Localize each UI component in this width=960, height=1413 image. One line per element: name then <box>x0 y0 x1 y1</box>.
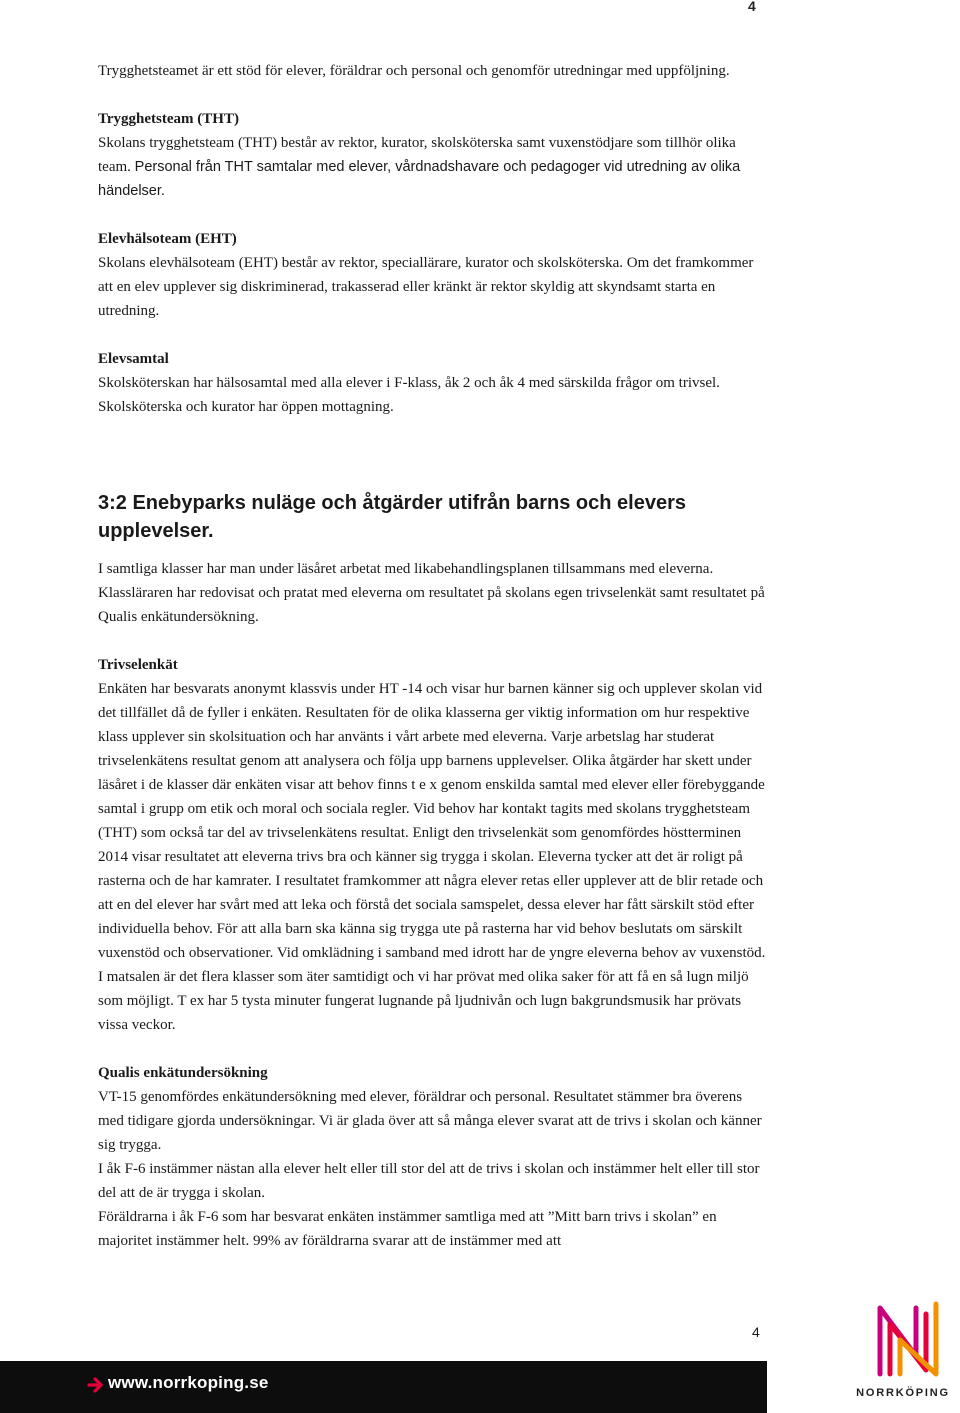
qualis-paragraph-3: Föräldrarna i åk F-6 som har besvarat enkäten instämmer samtliga med att ”Mitt barn trivs i skolan” en majoritet instämmer helt. 99% av föräldrarna svarar att de instämmer med att <box>98 1209 717 1249</box>
website-link[interactable]: www.norrkoping.se <box>108 1373 269 1392</box>
tht-text-part2: Personal från THT samtalar med elever, vårdnadshavare och pedagoger vid utredning av olika händelser. <box>98 159 741 199</box>
norrkoping-logo-text: NORRKÖPING <box>856 1387 950 1399</box>
intro-paragraph: Trygghetsteamet är ett stöd för elever, föräldrar och personal och genomför utredningar med uppföljning. <box>98 63 730 79</box>
elevsamtal-paragraph: Skolsköterskan har hälsosamtal med alla elever i F-klass, åk 2 och åk 4 med särskilda frågor om trivsel. Skolsköterska och kurator har öppen mottagning. <box>98 375 720 415</box>
section-3-2-paragraph: I samtliga klasser har man under läsåret arbetat med likabehandlingsplanen tillsammans med eleverna. Klassläraren har redovisat och pratat med eleverna om resultatet på skolans egen trivselenkät samt resultatet på Qualis enkätundersökning. <box>98 561 765 625</box>
section-3-2-heading: 3:2 Enebyparks nuläge och åtgärder utifrån barns och elevers upplevelser. <box>98 492 686 542</box>
tht-text-part1: Skolans trygghetsteam (THT) består av rektor, kurator, skolsköterska samt vuxenstödjare som tillhör olika team. <box>98 135 736 175</box>
eht-heading: Elevhälsoteam (EHT) <box>98 231 237 247</box>
trivselenkat-paragraph: Enkäten har besvarats anonymt klassvis under HT -14 och visar hur barnen känner sig och upplever skolan vid det tillfället då de fyller i enkäten. Resultaten för de olika klasserna ger viktig information om hur respektive klass upplever sin skolsituation och har använts i vårt arbete med eleverna. Varje arbetslag har studerat trivselenkätens resultat genom att analysera och följa upp barnens upplevelser. Olika åtgärder har skett under läsåret i de klasser där enkäten visar att behov finns t e x genom enskilda samtal med elever eller förebyggande samtal i grupp om etik och moral och sociala regler. Vid behov har kontakt tagits med skolans trygghetsteam (THT) som också tar del av trivselenkätens resultat. Enligt den trivselenkät som genomfördes höstterminen 2014 visar resultatet att eleverna trivs bra och känner sig trygga i skolan. Eleverna tycker att det är roligt på rasterna och de har kamrater. I resultatet framkommer att några elever retas eller upplever att de blir retade och att en del elever har svårt med att leka och förstå det sociala samspelet, dessa elever har fått särskilt stöd efter individuella behov. För att alla barn ska känna sig trygga ute på rasterna har vid behov beslutats om särskilt vuxenstöd och observationer. Vid omklädning i samband med idrott har de yngre eleverna behov av vuxenstöd. I matsalen är det flera klasser som äter samtidigt och vi har prövat med olika saker för att få en så lugn miljö som möjligt. T ex har 5 tysta minuter fungerat lugnande på ljudnivån och lugn bakgrundsmusik har prövats vissa veckor. <box>98 681 766 1033</box>
qualis-heading: Qualis enkätundersökning <box>98 1065 268 1081</box>
trivselenkat-heading: Trivselenkät <box>98 657 178 673</box>
eht-paragraph: Skolans elevhälsoteam (EHT) består av rektor, speciallärare, kurator och skolsköterska. Om det framkommer att en elev upplever sig diskriminerad, trakasserad eller kränkt är rektor skyldig att skyndsamt starta en utredning. <box>98 255 754 319</box>
arrow-right-icon <box>86 1375 106 1395</box>
qualis-paragraph-1: VT-15 genomfördes enkätundersökning med elever, föräldrar och personal. Resultatet stämmer bra överens med tidigare gjorda undersökningar. Vi är glada över att så många elever svarat att de trivs i skolan och känner sig trygga. <box>98 1089 762 1153</box>
norrkoping-logo-mark <box>872 1300 952 1378</box>
qualis-paragraph-2: I åk F-6 instämmer nästan alla elever helt eller till stor del att de trivs i skolan och instämmer helt eller till stor del att de är trygga i skolan. <box>98 1161 760 1201</box>
document-body <box>98 59 768 1253</box>
footer-page-number: 4 <box>752 1324 760 1340</box>
elevsamtal-heading: Elevsamtal <box>98 351 169 367</box>
tht-paragraph <box>98 131 768 203</box>
header-page-number: 4 <box>748 0 756 14</box>
tht-heading: Trygghetsteam (THT) <box>98 111 239 127</box>
